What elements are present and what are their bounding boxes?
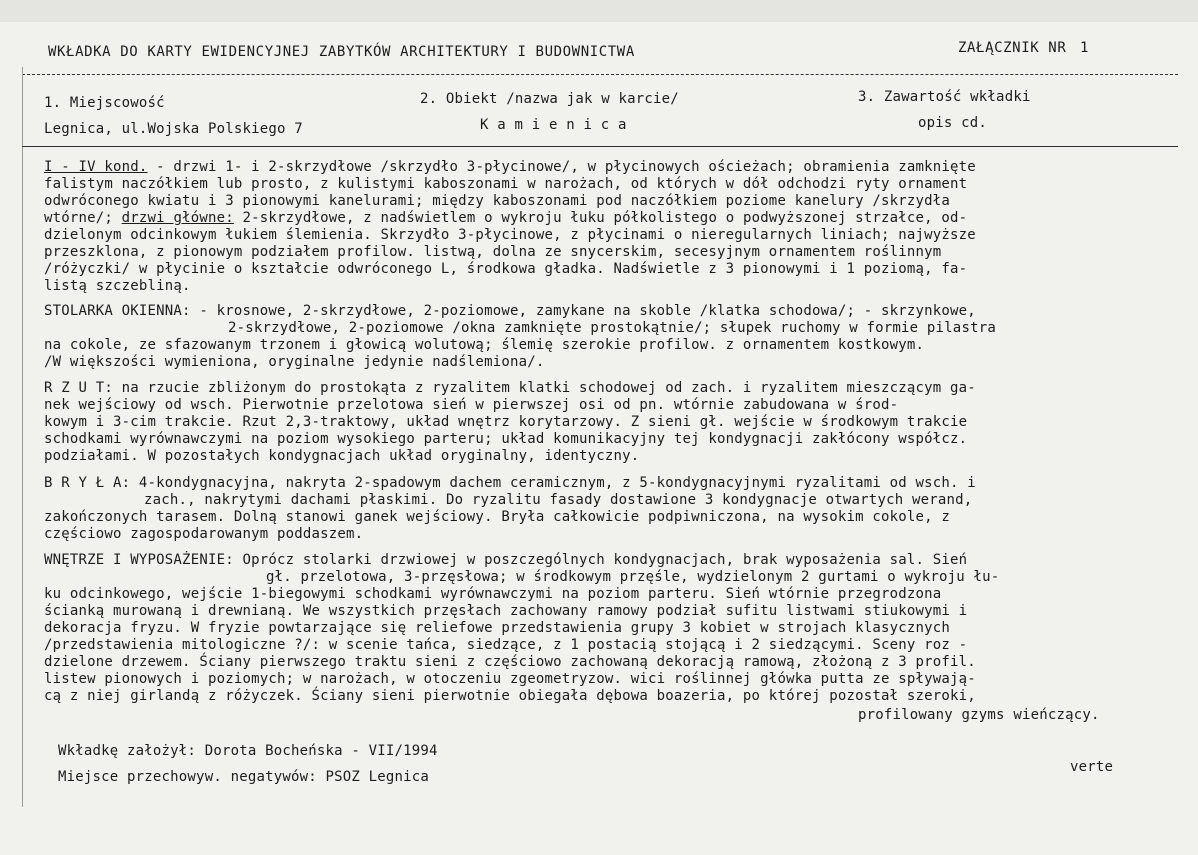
- interior-line-8: listew pionowych i poziomych; w narożach, w otoczeniu zgeometryzow. wici roślinnej główka putta ze spływają-: [44, 671, 976, 687]
- annex-number: 1: [1080, 40, 1090, 56]
- verte-note: verte: [1070, 759, 1114, 775]
- doors-line-3: odwróconego kwiatu i 3 pionowymi kanelurami; między kaboszonami pod naczółkiem poziome kanelury /skrzydła: [44, 193, 951, 209]
- annex-label: ZAŁĄCZNIK NR: [958, 40, 1067, 56]
- doors-line-4: wtórne/; drzwi główne: 2-skrzydłowe, z nadświetlem o wykroju łuku półkolistego o podwyższonej strzałce, od-: [44, 210, 968, 226]
- place-value: Legnica, ul.Wojska Polskiego 7: [44, 121, 303, 137]
- fields-divider: [22, 146, 1178, 147]
- doors-line-8: listą szczebliną.: [44, 278, 191, 294]
- interior-heading: WNĘTRZE I WYPOSAŻENIE:: [44, 552, 234, 568]
- plan-line-1: R Z U T: na rzucie zbliżonym do prostokąta z ryzalitem klatki schodowej od zach. i ryzalitem mieszczącym ga-: [44, 380, 976, 396]
- plan-heading: R Z U T:: [44, 380, 114, 396]
- author-note: Wkładkę założył: Dorota Bocheńska - VII/1994: [58, 743, 438, 759]
- interior-line-2: gł. przelotowa, 3-przęsłowa; w środkowym przęśle, wydzielonym 2 gurtami o wykroju łu-: [266, 569, 1000, 585]
- doors-line-7: /różyczki/ w płycinie o kształcie odwróconego L, środkowa gładka. Nadświetle z 3 pionowymi i 1 poziomą, fa-: [44, 261, 968, 277]
- object-value: K a m i e n i c a: [480, 117, 627, 133]
- windows-line-4: /W większości wymieniona, oryginalne jedynie nadślemiona/.: [44, 354, 545, 370]
- doors-line-2: falistym naczółkiem lub prosto, z kulistymi kaboszonami w narożach, od których w dół odchodzi ryty ornament: [44, 176, 968, 192]
- mass-line-4: częściowo zagospodarowanym poddaszem.: [44, 526, 364, 542]
- doors-line-6: przeszklona, z pionowym podziałem profilow. listwą, dolna ze snycerskim, secesyjnym ornamentem roślinnym: [44, 244, 942, 260]
- document-title: WKŁADKA DO KARTY EWIDENCYJNEJ ZABYTKÓW ARCHITEKTURY I BUDOWNICTWA: [48, 44, 635, 60]
- main-doors-subheading: drzwi główne:: [121, 210, 234, 226]
- interior-line-5: dekoracja fryzu. W fryzie powtarzające się reliefowe przedstawienia grupy 3 kobiet w strojach klasycznych: [44, 620, 951, 636]
- scan-edge: [0, 0, 1198, 22]
- windows-line-3: na cokole, ze sfazowanym trzonem i głowicą wolutową; ślemię szerokie profilow. z ornamentem kostkowym.: [44, 337, 925, 353]
- interior-line-10: profilowany gzyms wieńczący.: [858, 707, 1100, 723]
- mass-heading: B R Y Ł A:: [44, 475, 131, 491]
- doors-heading: I - IV kond.: [44, 159, 148, 175]
- plan-line-2: nek wejściowy od wsch. Pierwotnie przelotowa sień w pierwszej osi od pn. wtórnie zabudowana w środ-: [44, 397, 899, 413]
- interior-line-9: cą z niej girlandą z różyczek. Ściany sieni pierwotnie obiegała dębowa boazeria, po której pozostał szeroki,: [44, 688, 976, 704]
- windows-heading: STOLARKA OKIENNA:: [44, 303, 191, 319]
- windows-line-1: STOLARKA OKIENNA: - krosnowe, 2-skrzydłowe, 2-poziomowe, zamykane na skoble /klatka schodowa/; - skrzynkowe,: [44, 303, 976, 319]
- plan-line-3: kowym i 3-cim trakcie. Rzut 2,3-traktowy, układ wnętrz korytarzowy. Z sieni gł. wejście w środkowym trakcie: [44, 414, 968, 430]
- doors-line-5: dzielonym odcinkowym łukiem ślemienia. Skrzydło 3-płycinowe, z płycinami o nieregularnych liniach; najwyższe: [44, 227, 976, 243]
- interior-line-4: ścianką murowaną i drewnianą. We wszystkich przęsłach zachowany ramowy podział sufitu listwami stiukowymi i: [44, 603, 968, 619]
- mass-line-1: B R Y Ł A: 4-kondygnacyjna, nakryta 2-spadowym dachem ceramicznym, z 5-kondygnacyjnymi ryzalitami od wsch. i: [44, 475, 976, 491]
- interior-line-7: dzielone drzewem. Ściany pierwszego traktu sieni z częściowo zachowaną dekoracją ramową, złożoną z 3 profil.: [44, 654, 976, 670]
- header-divider: [22, 74, 1178, 75]
- doors-line-1: I - IV kond. - drzwi 1- i 2-skrzydłowe /skrzydło 3-płycinowe/, w płycinowych ościeżach; obramienia zamknięte: [44, 159, 976, 175]
- mass-line-2: zach., nakrytymi dachami płaskimi. Do ryzalitu fasady dostawione 3 kondygnacje otwartych werand,: [144, 492, 973, 508]
- object-label: 2. Obiekt /nazwa jak w karcie/: [420, 91, 679, 107]
- contents-value: opis cd.: [918, 115, 988, 131]
- windows-line-2: 2-skrzydłowe, 2-poziomowe /okna zamknięte prostokątnie/; słupek ruchomy w formie pilastra: [228, 320, 996, 336]
- interior-line-3: ku odcinkowego, wejście 1-biegowymi schodkami wyrównawczymi na poziom parteru. Sień wtórnie przegrodzona: [44, 586, 942, 602]
- plan-line-5: podziałami. W pozostałych kondygnacjach układ oryginalny, identyczny.: [44, 448, 640, 464]
- interior-line-1: WNĘTRZE I WYPOSAŻENIE: Oprócz stolarki drzwiowej w poszczególnych kondygnacjach, brak wyposażenia sal. Sień: [44, 552, 968, 568]
- place-label: 1. Miejscowość: [44, 95, 165, 111]
- left-margin-line: [22, 67, 23, 807]
- plan-line-4: schodkami wyrównawczymi na poziom wysokiego parteru; układ komunikacyjny tej kondygnacji zakłócony współcz.: [44, 431, 968, 447]
- interior-line-6: /przedstawienia mitologiczne ?/: w scenie tańca, siedzące, z 1 postacią stojącą i 2 siedzącymi. Sceny roz -: [44, 637, 968, 653]
- contents-label: 3. Zawartość wkładki: [858, 89, 1031, 105]
- mass-line-3: zakończonych tarasem. Dolną stanowi ganek wejściowy. Bryła całkowicie podpiwniczona, na wysokim cokole, z: [44, 509, 951, 525]
- storage-note: Miejsce przechowyw. negatywów: PSOZ Legnica: [58, 769, 430, 785]
